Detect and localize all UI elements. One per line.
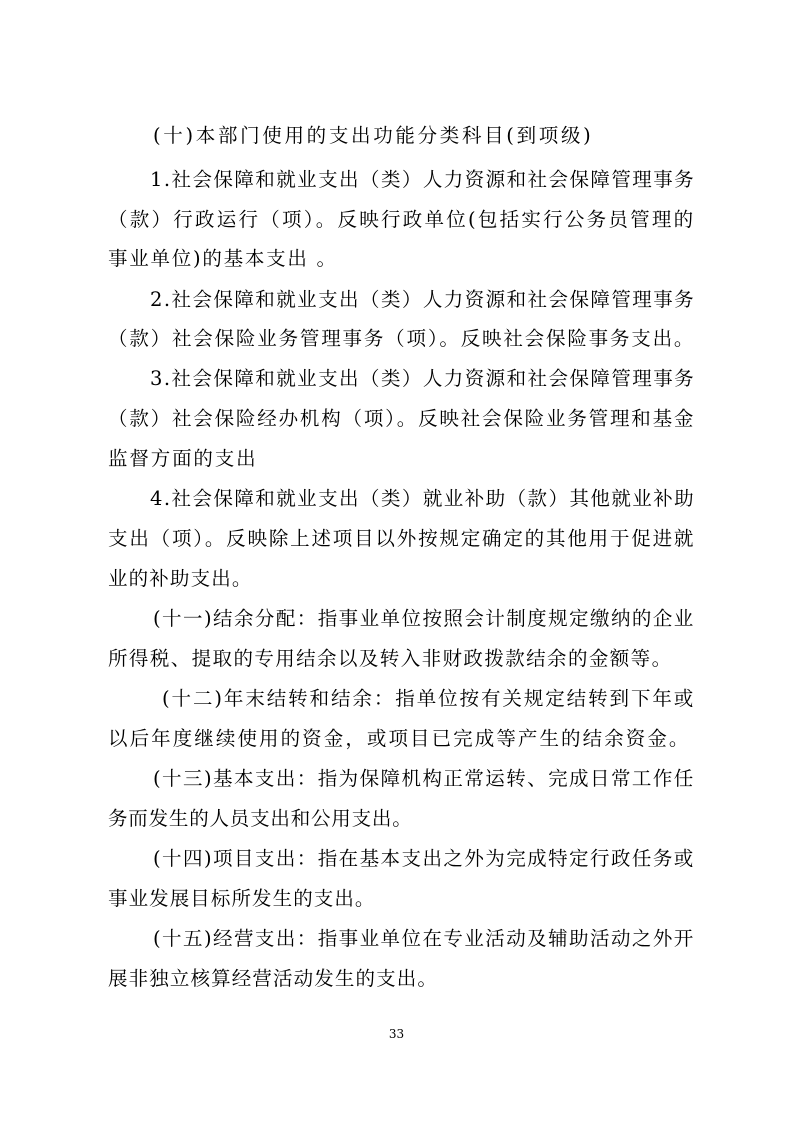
text-line: 4.社会保障和就业支出（类）就业补助（款）其他就业补助	[150, 487, 696, 510]
text-line: （款）社会保险业务管理事务（项）。反映社会保险事务支出。	[108, 327, 696, 350]
text-line: (十一)结余分配：指事业单位按照会计制度规定缴纳的企业	[153, 607, 695, 630]
text-line: 支出（项）。反映除上述项目以外按规定确定的其他用于促进就	[108, 527, 696, 550]
page-number: 33	[388, 1027, 405, 1041]
text-line: 展非独立核算经营活动发生的支出。	[108, 967, 439, 990]
text-line: 事业发展目标所发生的支出。	[108, 887, 376, 910]
text-line: （款）行政运行（项）。反映行政单位(包括实行公务员管理的	[108, 208, 696, 231]
text-line: (十四)项目支出：指在基本支出之外为完成特定行政任务或	[153, 847, 695, 870]
text-line: 务而发生的人员支出和公用支出。	[108, 807, 413, 830]
text-line: 1.社会保障和就业支出（类）人力资源和社会保障管理事务	[150, 168, 696, 191]
text-line: (十三)基本支出：指为保障机构正常运转、完成日常工作任	[153, 767, 695, 790]
text-line: 业的补助支出。	[108, 567, 253, 590]
text-line: 事业单位)的基本支出 。	[108, 247, 338, 270]
text-line: 以后年度继续使用的资金，或项目已完成等产生的结余资金。	[108, 727, 691, 750]
text-line: 监督方面的支出	[108, 447, 258, 470]
text-line: (十)本部门使用的支出功能分类科目(到项级)	[153, 124, 594, 147]
text-line: （款）社会保险经办机构（项）。反映社会保险业务管理和基金	[108, 407, 696, 430]
text-line: 所得税、提取的专用结余以及转入非财政拨款结余的金额等。	[108, 647, 673, 670]
text-line: (十二)年末结转和结余：指单位按有关规定结转到下年或	[162, 687, 696, 710]
text-line: (十五)经营支出：指事业单位在专业活动及辅助活动之外开	[153, 927, 695, 950]
text-line: 3.社会保障和就业支出（类）人力资源和社会保障管理事务	[150, 367, 696, 390]
text-line: 2.社会保障和就业支出（类）人力资源和社会保障管理事务	[150, 288, 696, 311]
